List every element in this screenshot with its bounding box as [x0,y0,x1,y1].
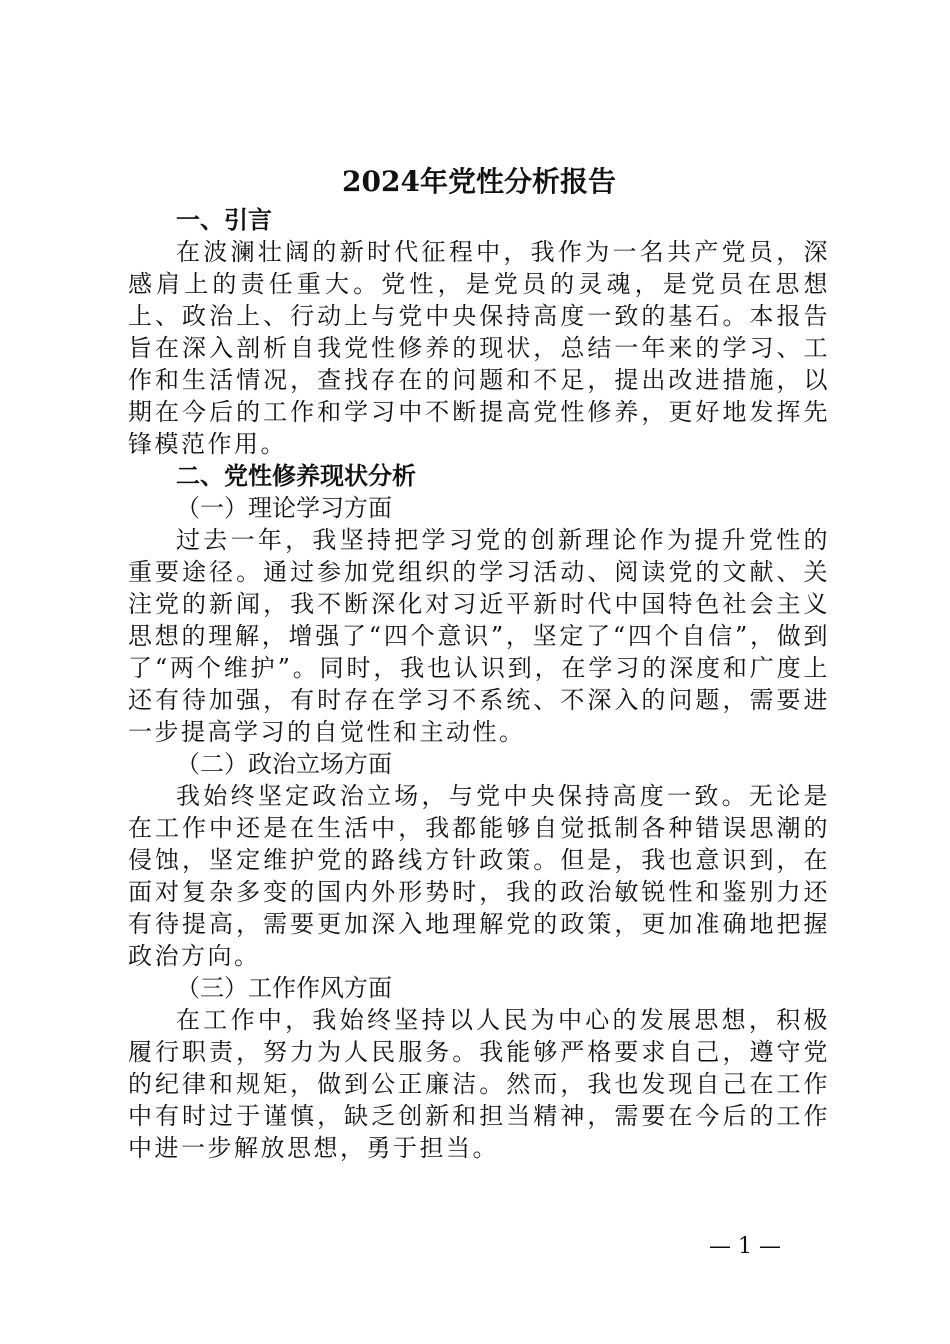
document-page [128,160,830,1164]
page-number: — 1 — [709,1234,781,1259]
section-heading-analysis: 二、党性修养现状分析 [176,462,416,490]
work-paragraph: 在工作中，我始终坚持以人民为中心的发展思想，积极履行职责，努力为人民服务。我能够严格要求自己，遵守党的纪律和规矩，做到公正廉洁。然而，我也发现自己在工作中有时过于谨慎，缺乏创新和担当精神，需要在今后的工作中进一步解放思想，勇于担当。 [128,1006,830,1162]
politics-paragraph: 我始终坚定政治立场，与党中央保持高度一致。无论是在工作中还是在生活中，我都能够自觉抵制各种错误思潮的侵蚀，坚定维护党的路线方针政策。但是，我也意识到，在面对复杂多变的国内外形势时，我的政治敏锐性和鉴别力还有待提高，需要更加深入地理解党的政策，更加准确地把握政治方向。 [128,782,830,970]
subsection-heading-theory: （一）理论学习方面 [176,494,392,522]
subsection-heading-work: （三）工作作风方面 [176,974,392,1002]
document-title: 2024年党性分析报告 [342,165,616,198]
section-heading-intro: 一、引言 [176,206,272,234]
subsection-heading-politics: （二）政治立场方面 [176,750,392,778]
theory-paragraph: 过去一年，我坚持把学习党的创新理论作为提升党性的重要途径。通过参加党组织的学习活动、阅读党的文献、关注党的新闻，我不断深化对习近平新时代中国特色社会主义思想的理解，增强了“四个意识”，坚定了“四个自信”，做到了“两个维护”。同时，我也认识到，在学习的深度和广度上还有待加强，有时存在学习不系统、不深入的问题，需要进一步提高学习的自觉性和主动性。 [128,526,830,746]
intro-paragraph: 在波澜壮阔的新时代征程中，我作为一名共产党员，深感肩上的责任重大。党性，是党员的灵魂，是党员在思想上、政治上、行动上与党中央保持高度一致的基石。本报告旨在深入剖析自我党性修养的现状，总结一年来的学习、工作和生活情况，查找存在的问题和不足，提出改进措施，以期在今后的工作和学习中不断提高党性修养，更好地发挥先锋模范作用。 [128,238,830,458]
